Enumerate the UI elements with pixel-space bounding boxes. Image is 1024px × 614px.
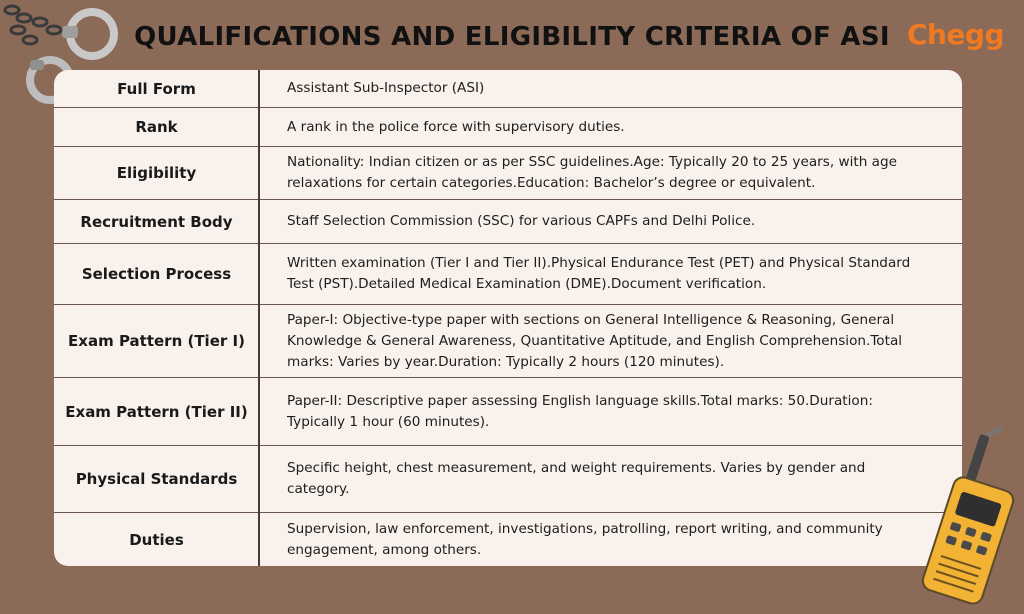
row-label: Selection Process: [81, 265, 232, 283]
row-label: Physical Standards: [75, 470, 238, 488]
table-row: [54, 378, 962, 446]
table-row: [54, 70, 962, 108]
walkie-talkie-icon: [914, 424, 1024, 614]
table-row: [54, 200, 962, 244]
row-value: Nationality: Indian citizen or as per SSC guidelines.Age: Typically 20 to 25 years, with age relaxations for certain categories.Education: Bachelor’s degree or equivalent.: [287, 154, 897, 191]
table-row: [54, 513, 962, 566]
column-divider: [258, 70, 260, 566]
row-label: Eligibility: [116, 164, 197, 182]
page-title: QUALIFICATIONS AND ELIGIBILITY CRITERIA OF ASI: [134, 22, 890, 52]
row-label: Exam Pattern (Tier II): [65, 402, 248, 421]
row-label: Exam Pattern (Tier I): [68, 332, 245, 350]
table-row: [54, 108, 962, 147]
table-row: [54, 446, 962, 513]
row-label: Full Form: [117, 79, 196, 98]
row-value: Written examination (Tier I and Tier II).Physical Endurance Test (PET) and Physical Standard Test (PST).Detailed Medical Examination (DME).Document verification.: [287, 255, 911, 292]
row-value: Staff Selection Commission (SSC) for various CAPFs and Delhi Police.: [287, 213, 756, 229]
table-row: [54, 147, 962, 200]
row-value: Specific height, chest measurement, and weight requirements. Varies by gender and category.: [287, 460, 866, 497]
row-label: Rank: [135, 118, 178, 136]
row-value: Paper-I: Objective-type paper with sections on General Intelligence & Reasoning, General Knowledge & General Awareness, Quantitative Aptitude, and English Comprehension.Total marks: Varies by year.Duration: Typically 2 hours (120 minutes).: [287, 311, 903, 370]
criteria-table: [54, 70, 962, 566]
row-label: Duties: [129, 530, 184, 549]
brand-logo: Chegg: [906, 18, 1004, 51]
row-value: Supervision, law enforcement, investigations, patrolling, report writing, and community engagement, among others.: [287, 520, 883, 558]
row-label: Recruitment Body: [80, 212, 233, 231]
table-row: [54, 305, 962, 378]
table-row: [54, 244, 962, 305]
row-value: Assistant Sub-Inspector (ASI): [287, 80, 485, 96]
row-value: A rank in the police force with supervisory duties.: [287, 118, 625, 135]
row-value: Paper-II: Descriptive paper assessing English language skills.Total marks: 50.Duration: Typically 1 hour (60 minutes).: [287, 392, 873, 430]
